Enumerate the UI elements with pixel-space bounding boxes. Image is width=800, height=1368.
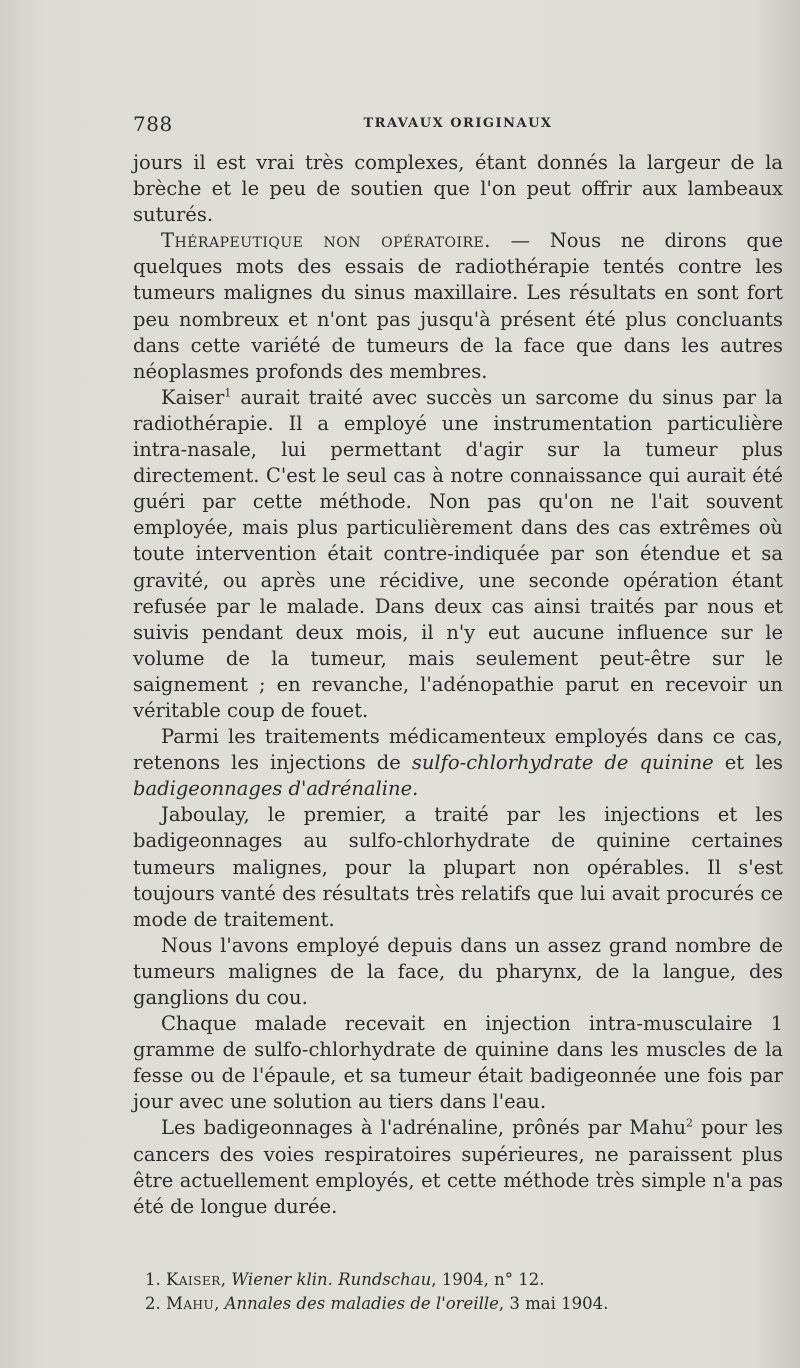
footnote-2 (133, 1292, 783, 1316)
paragraph-text: Parmi les traitements médicamenteux employés dans ce cas, retenons les injections de (133, 725, 783, 775)
footnote-number: 2. (145, 1294, 166, 1313)
emphasis-adrenaline: badigeonnages d'adrénaline. (133, 777, 419, 801)
footnote-author: Mahu (166, 1294, 215, 1313)
paragraph-text: Chaque malade recevait en injection intra-musculaire 1 gramme de sulfo-chlorhydrate de quinine dans les muscles de la fesse ou de l'épaule, et sa tumeur était badigeonnée une fois par jour avec une solution au tiers dans l'eau. (133, 1012, 783, 1114)
paragraph-text: Les badigeonnages à l'adrénaline, prônés par Mahu (161, 1116, 687, 1140)
paragraph-therapeutique (133, 228, 783, 385)
paragraph-text: aurait traité avec succès un sarcome du sinus par la radiothérapie. Il a employé une instrumentation particulière intra-nasale, lui permettant d'agir sur la tumeur plus directement. C'est le seul cas à notre connaissance qui aurait été guéri par cette méthode. Non pas qu'on ne l'ait souvent employée, mais plus particulièrement dans des cas extrêmes où toute intervention était contre-indiquée par son étendue et sa gravité, ou après une récidive, une seconde opération étant refusée par le malade. Dans deux cas ainsi traités par nous et suivis pendant deux mois, il n'y eut aucune influence sur le volume de la tumeur, mais seulement peut-être sur le saignement ; en revanche, l'adénopathie parut en recevoir un véritable coup de fouet. (133, 385, 783, 722)
paragraph-jaboulay (133, 802, 783, 932)
paragraph-text: Kaiser (161, 385, 225, 409)
footnote-number: 1. (145, 1270, 166, 1289)
emphasis-quinine: sulfo-chlorhydrate de quinine (411, 751, 714, 775)
footnote-title: Annales des maladies de l'oreille (224, 1294, 499, 1313)
footnote-author: Kaiser (166, 1270, 221, 1289)
paragraph-text: pour les cancers des voies respiratoires supérieures, ne paraissent plus être actuellement employés, et cette méthode très simple n'a pas été de longue durée. (133, 1116, 783, 1218)
footnote-details: , 3 mai 1904. (498, 1294, 609, 1313)
footnote-separator: , (214, 1294, 225, 1313)
paragraph-kaiser (133, 385, 783, 724)
running-head: TRAVAUX ORIGINAUX (363, 116, 553, 131)
paragraph-continuation (133, 150, 783, 228)
paragraph-badigeonnages (133, 1115, 783, 1219)
paragraph-traitements (133, 724, 783, 802)
paragraph-text: — Nous ne dirons que quelques mots des essais de radiothérapie tentés contre les tumeurs malignes du sinus maxillaire. Les résultats en sont fort peu nombreux et n'ont pas jusqu'à présent été plus concluants dans cette variété de tumeurs de la face que dans les autres néoplasmes profonds des membres. (133, 229, 784, 383)
section-heading: Thérapeutique non opératoire. (161, 229, 491, 253)
paragraph-text: et les (713, 751, 783, 775)
paragraph-chaque-malade (133, 1011, 783, 1115)
page-number: 788 (133, 112, 173, 136)
footnote-ref-1: 1 (224, 386, 232, 400)
paragraph-text: Jaboulay, le premier, a traité par les injections et les badigeonnages au sulfo-chlorhydrate de quinine certaines tumeurs malignes, pour la plupart non opérables. Il s'est toujours vanté des résultats très relatifs que lui avait procurés ce mode de traitement. (133, 803, 783, 931)
footnote-separator: , (220, 1270, 232, 1289)
footnote-1 (133, 1268, 783, 1292)
paragraph-text: jours il est vrai très complexes, étant donnés la largeur de la brèche et le peu de soutien que l'on peut offrir aux lambeaux suturés. (133, 151, 783, 227)
footnotes (133, 1268, 783, 1316)
paragraph-text: Nous l'avons employé depuis dans un assez grand nombre de tumeurs malignes de la face, du pharynx, de la langue, des ganglions du cou. (133, 933, 783, 1009)
page-header (133, 112, 783, 142)
footnote-ref-2: 2 (686, 1116, 694, 1130)
footnote-title: Wiener klin. Rundschau (231, 1270, 432, 1289)
footnote-details: , 1904, n° 12. (431, 1270, 545, 1289)
paragraph-nous (133, 933, 783, 1011)
body-text (133, 150, 783, 1220)
